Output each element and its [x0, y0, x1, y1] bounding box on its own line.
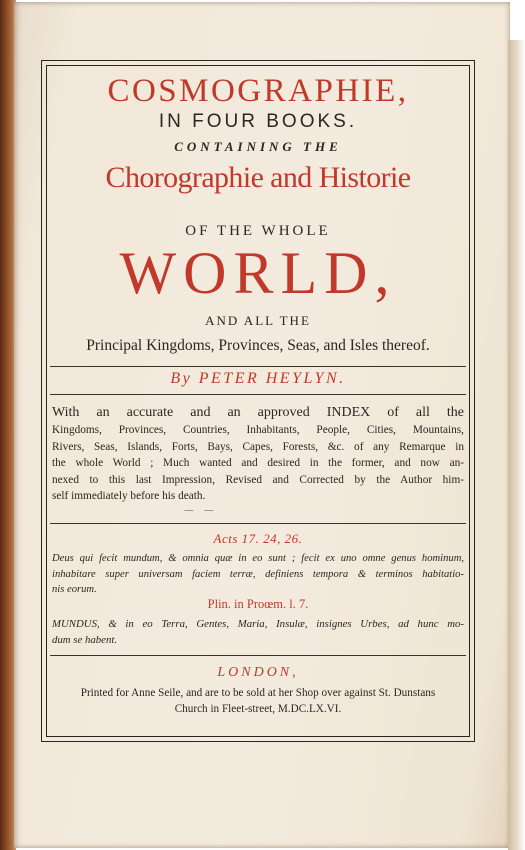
description-line: nexed to this last Impression, Revised and Corrected by the Author him-	[52, 473, 464, 486]
mundus-line: dum se habent.	[52, 634, 118, 646]
latin-quote	[52, 551, 464, 598]
imprint-line: Church in Fleet-street, M.DC.LX.VI.	[174, 703, 342, 715]
main-title: COSMOGRAPHIE,	[107, 73, 409, 109]
page-edge	[508, 40, 525, 850]
plin-reference: Plin. in Proœm. l. 7.	[207, 597, 309, 611]
latin-line: nis eorum.	[52, 584, 97, 595]
imprint-line: Printed for Anne Seile, and are to be sold at her Shop over against St. Dunstans	[80, 687, 436, 699]
containing-line: CONTAINING THE	[174, 139, 342, 154]
principal-kingdoms-line: Principal Kingdoms, Provinces, Seas, and Isles thereof.	[86, 337, 430, 354]
acts-reference: Acts 17. 24, 26.	[213, 531, 303, 546]
handwritten-mark: — —	[184, 505, 224, 516]
london-line: LONDON,	[217, 665, 299, 680]
of-the-whole-line: OF THE WHOLE	[185, 223, 331, 239]
description-line: the whole World ; Much wanted and desired in the former, and now an-	[52, 457, 464, 469]
chorographie-line: Chorographie and Historie	[105, 161, 411, 194]
books-line: IN FOUR BOOKS.	[158, 111, 358, 132]
rule-3	[50, 523, 466, 524]
mundus-line: MUNDUS, & in eo Terra, Gentes, Maria, Insulæ, insignes Urbes, ad hunc mo-	[52, 618, 464, 630]
rule-1	[50, 366, 466, 367]
description-line: Rivers, Seas, Islands, Forts, Bays, Capes, Forests, &c. of any Remarque in	[52, 440, 464, 453]
description-paragraph	[52, 404, 464, 505]
rule-2	[50, 394, 466, 395]
world-line: WORLD,	[119, 240, 397, 306]
mundus-quote	[52, 616, 464, 648]
title-page-border	[41, 60, 475, 742]
description-line: Kingdoms, Provinces, Countries, Inhabitants, People, Cities, Mountains,	[52, 424, 464, 436]
latin-line: inhabitare super universam faciem terræ, definiens tempora & terminos habitatio-	[52, 568, 464, 580]
author-line: By PETER HEYLYN.	[170, 370, 346, 387]
imprint	[52, 685, 464, 717]
rule-4	[50, 655, 466, 656]
description-line: self immediately before his death.	[52, 490, 206, 502]
and-all-the-line: AND ALL THE	[205, 313, 311, 328]
description-line: With an accurate and an approved INDEX of all the	[52, 405, 464, 420]
latin-line: Deus qui fecit mundum, & omnia quæ in eo sunt ; fecit ex uno omne genus hominum,	[52, 553, 464, 564]
